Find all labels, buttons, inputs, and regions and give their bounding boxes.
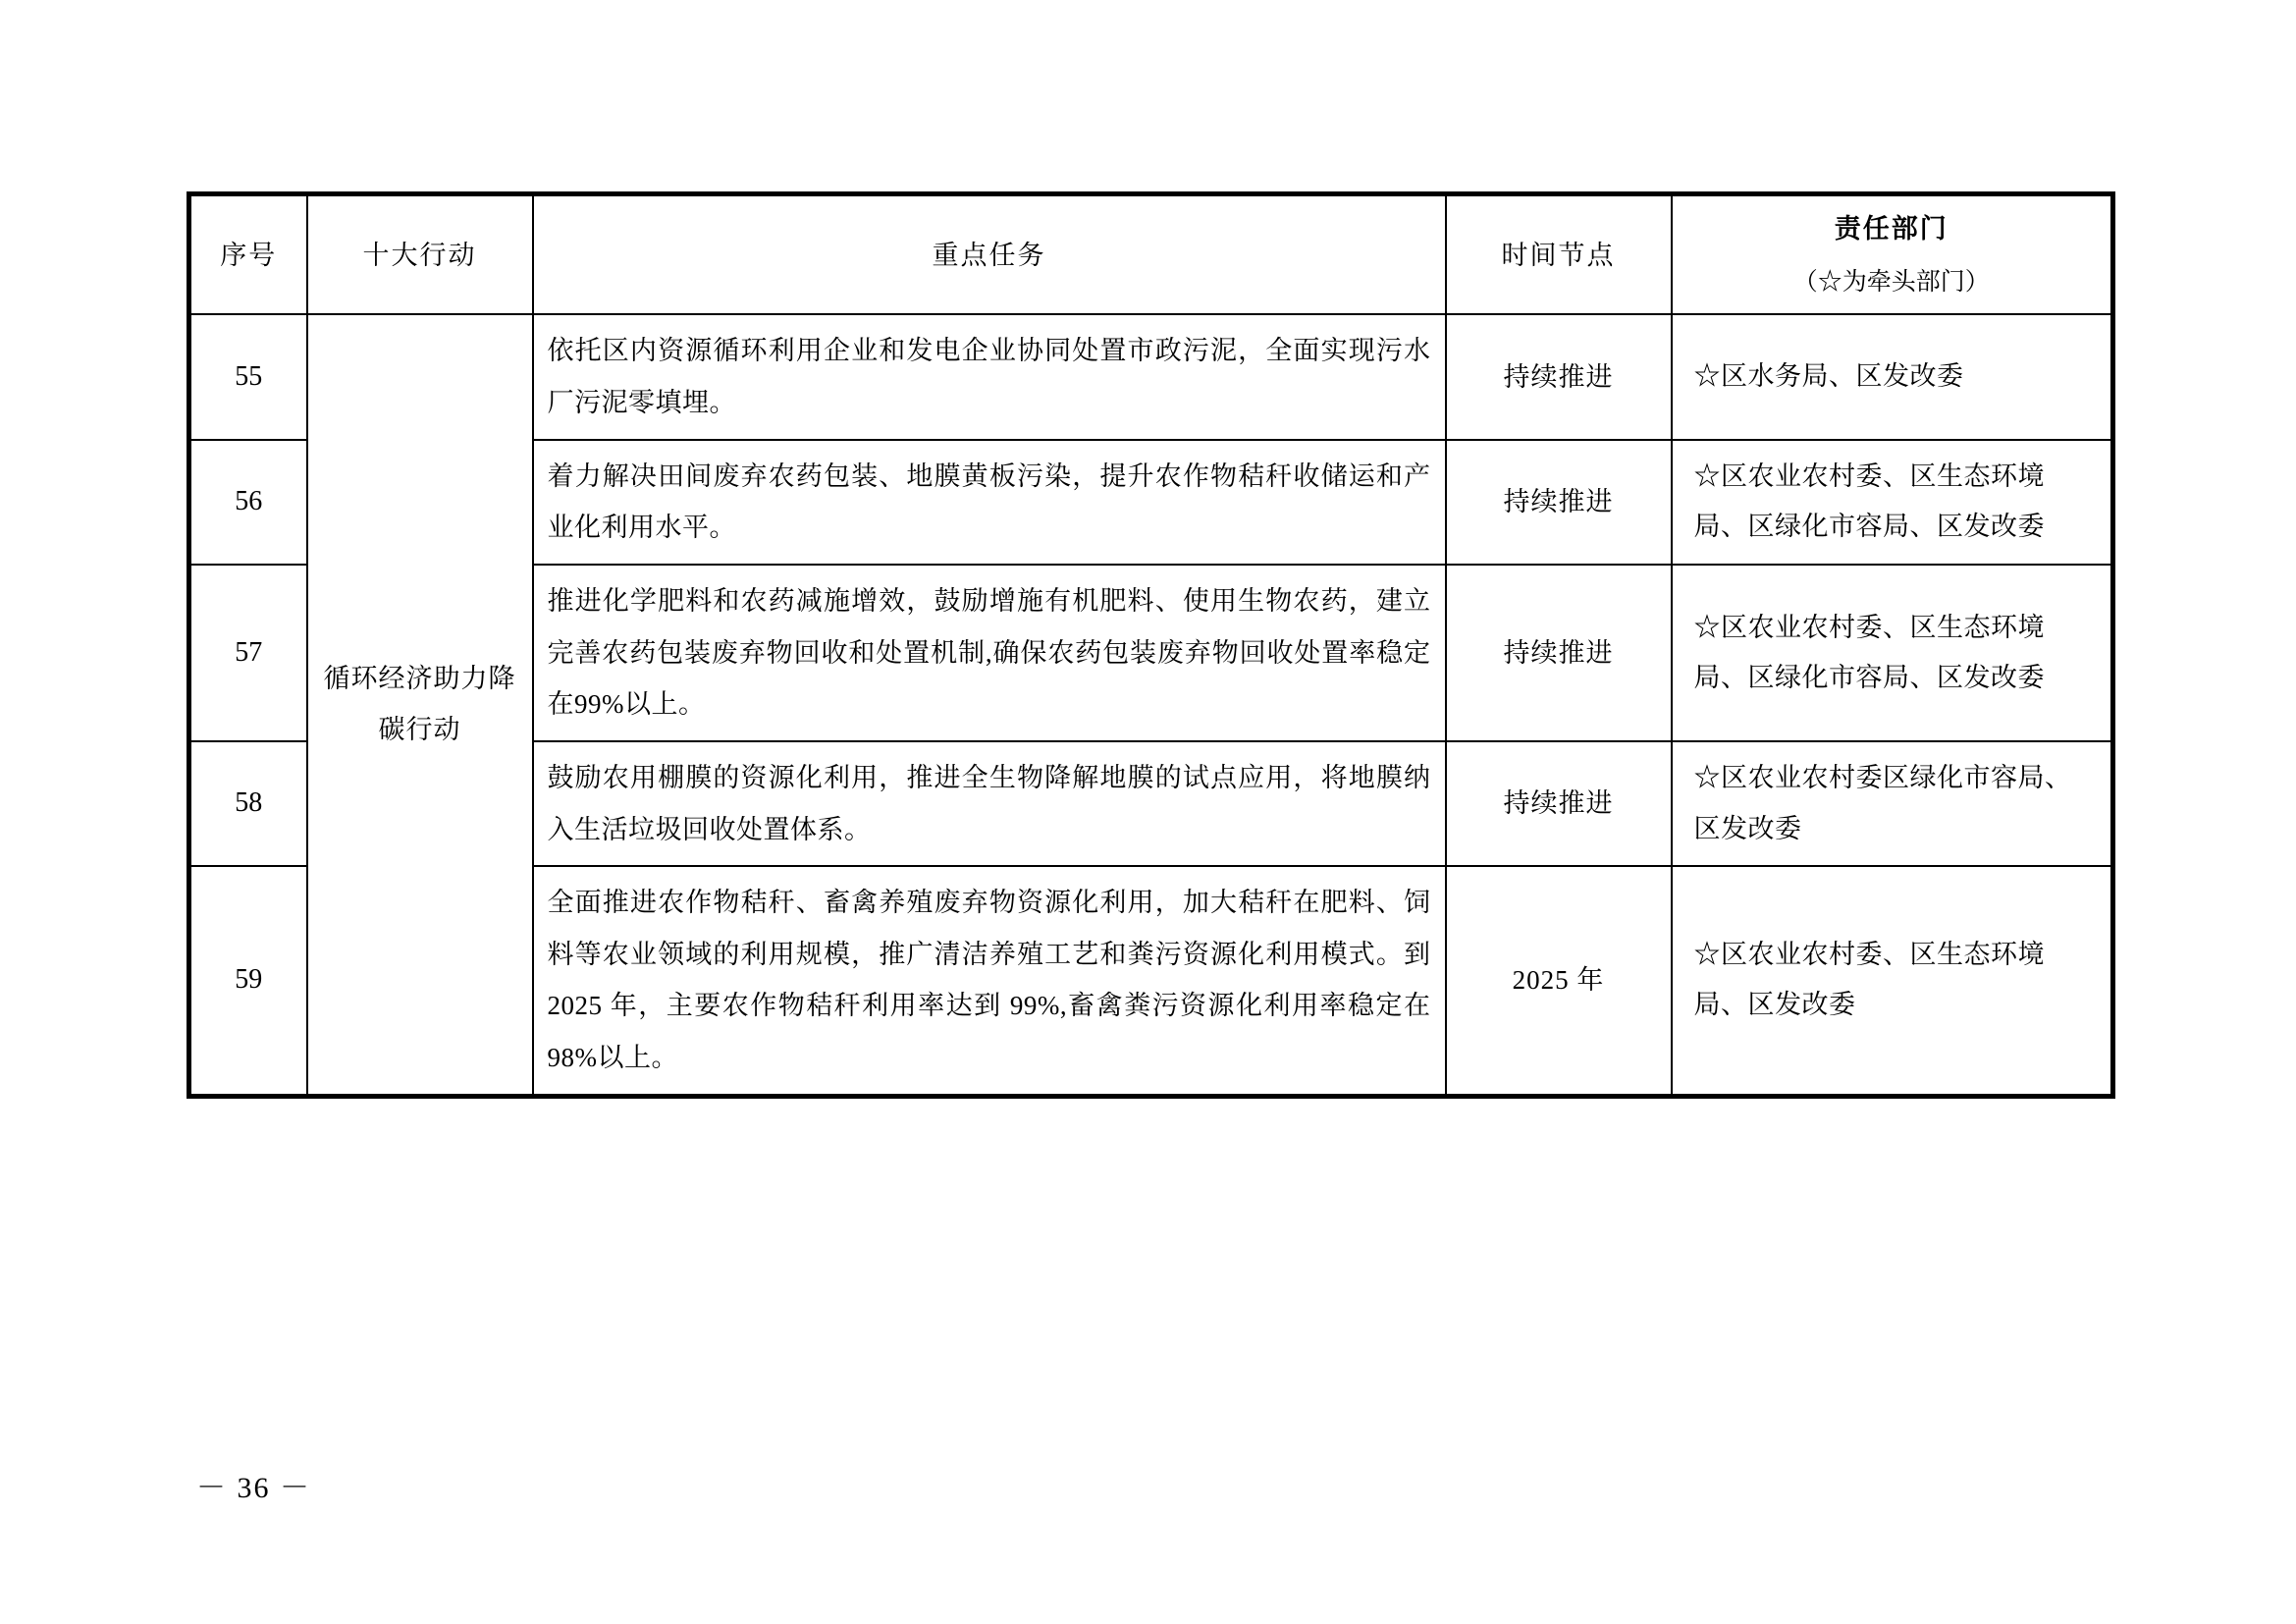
column-header-no: 序号 (189, 194, 307, 315)
cell-dept: ☆区农业农村委、区生态环境局、区绿化市容局、区发改委 (1672, 440, 2113, 565)
cell-no: 58 (189, 741, 307, 866)
cell-task: 推进化学肥料和农药减施增效，鼓励增施有机肥料、使用生物农药，建立完善农药包装废弃物回收和处置机制,确保农药包装废弃物回收处置率稳定在99%以上。 (533, 565, 1446, 741)
cell-action-group: 循环经济助力降碳行动 (307, 314, 533, 1096)
cell-time: 持续推进 (1446, 565, 1672, 741)
cell-no: 56 (189, 440, 307, 565)
table-header-row (189, 194, 2113, 315)
cell-dept: ☆区农业农村委区绿化市容局、区发改委 (1672, 741, 2113, 866)
cell-time: 2025 年 (1446, 866, 1672, 1096)
table-row (189, 314, 2113, 439)
cell-task: 鼓励农用棚膜的资源化利用，推进全生物降解地膜的试点应用，将地膜纳入生活垃圾回收处置体系。 (533, 741, 1446, 866)
cell-time: 持续推进 (1446, 314, 1672, 439)
column-header-dept-main: 责任部门 (1834, 214, 1949, 244)
cell-time: 持续推进 (1446, 741, 1672, 866)
cell-task: 依托区内资源循环利用企业和发电企业协同处置市政污泥，全面实现污水厂污泥零填埋。 (533, 314, 1446, 439)
page-number: － 36 － (196, 1472, 311, 1504)
cell-dept: ☆区农业农村委、区生态环境局、区发改委 (1672, 866, 2113, 1096)
cell-no: 55 (189, 314, 307, 439)
task-table (187, 191, 2115, 1099)
column-header-time: 时间节点 (1446, 194, 1672, 315)
column-header-action: 十大行动 (307, 194, 533, 315)
cell-time: 持续推进 (1446, 440, 1672, 565)
table-body (189, 314, 2113, 1096)
table-header (189, 194, 2113, 315)
cell-dept: ☆区农业农村委、区生态环境局、区绿化市容局、区发改委 (1672, 565, 2113, 741)
cell-no: 59 (189, 866, 307, 1096)
column-header-dept-note: （☆为牵头部门） (1792, 269, 1990, 297)
column-header-dept (1672, 194, 2113, 315)
cell-task: 全面推进农作物秸秆、畜禽养殖废弃物资源化利用，加大秸秆在肥料、饲料等农业领域的利用规模，推广清洁养殖工艺和粪污资源化利用模式。到 2025 年，主要农作物秸秆利用率达到 99%,畜禽粪污资源化利用率稳定在98%以上。 (533, 866, 1446, 1096)
cell-dept: ☆区水务局、区发改委 (1672, 314, 2113, 439)
cell-no: 57 (189, 565, 307, 741)
cell-task: 着力解决田间废弃农药包装、地膜黄板污染，提升农作物秸秆收储运和产业化利用水平。 (533, 440, 1446, 565)
column-header-task: 重点任务 (533, 194, 1446, 315)
